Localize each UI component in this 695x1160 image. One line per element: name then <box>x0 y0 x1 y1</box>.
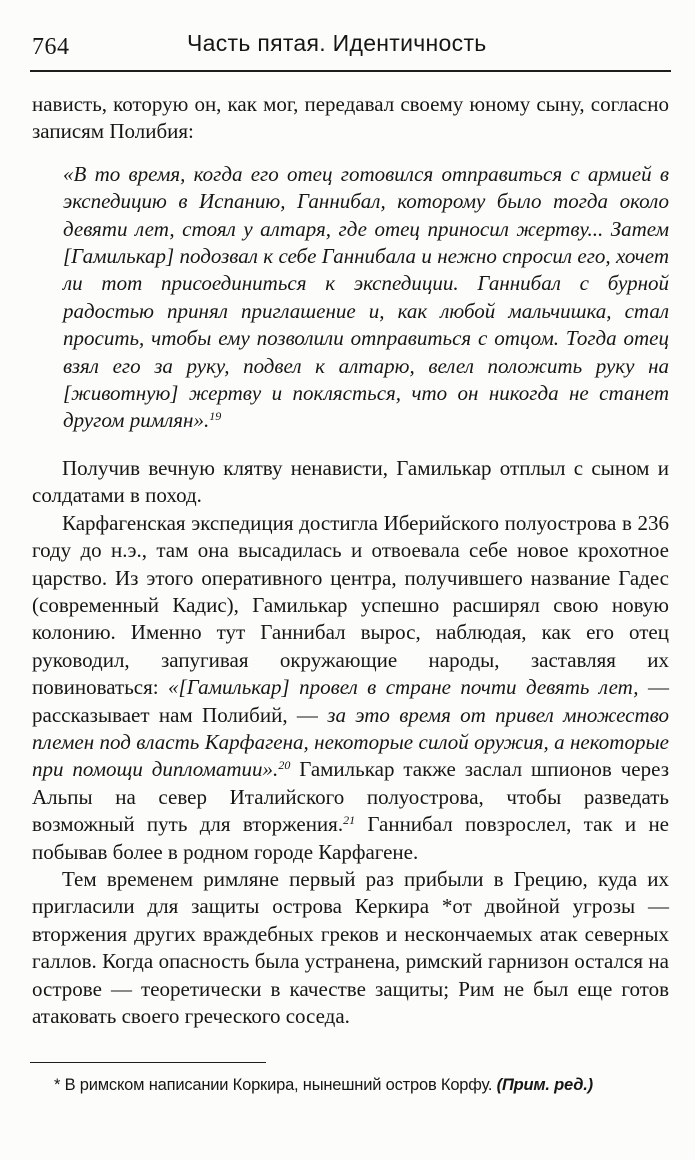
editor-note: (Прим. ред.) <box>496 1076 593 1094</box>
footnote-text: * В римском написании Коркира, нынешний остров Корфу. <box>54 1076 497 1094</box>
italic-quote: «[Гамилькар] провел в стране почти девять лет, <box>168 675 639 700</box>
header-rule <box>30 70 671 72</box>
footnote-ref-21: 21 <box>343 813 356 828</box>
footnote-rule <box>30 1062 266 1063</box>
footnote-ref-20: 20 <box>278 758 291 773</box>
paragraph-continuation: нависть, которую он, как мог, передавал своему юному сыну, согласно записям Полибия: <box>32 92 669 144</box>
footnote-ref-19: 19 <box>209 409 222 424</box>
footnote <box>54 1076 674 1095</box>
paragraph-expedition <box>32 510 669 866</box>
text-run: Карфагенская экспедиция достигла Иберийского полуострова в 236 году до н.э., там она высадилась и отвоевала себе новое крохотное царство. Из этого оперативного центра, получившего название Гадес (современный Кадис), Гамилькар успешно расширял свою новую колонию. Именно тут Ганнибал вырос, наблюдая, как его отец руководил, запугивая окружающие народы, заставляя их повиноваться: <box>32 510 669 700</box>
paragraph-oath: Получив вечную клятву ненависти, Гамилькар отплыл с сыном и солдатами в поход. <box>32 455 669 508</box>
quote-text: «В то время, когда его отец готовился отправиться с армией в экспедицию в Испанию, Ганнибал, которому было тогда около девяти лет, стоял у алтаря, где отец приносил жертву... Затем [Гамилькар] подозвал к себе Ганнибала и нежно спросил его, хочет ли тот присоединиться к экспедиции. Ганнибал с бурной радостью принял приглашение и, как любой мальчишка, стал просить, чтобы ему позволили отправиться с отцом. Тогда отец взял его за руку, подвел к алтарю, велел положить руку на [животную] жертву и поклясться, что он никогда не станет другом римлян». <box>63 161 669 433</box>
running-head: Часть пятая. Идентичность <box>187 30 487 56</box>
text-run: Ганнибал повзрослел, так и не побывав более в родном городе Карфагене. <box>32 812 669 864</box>
text-run: — рассказывает нам Полибий, — <box>32 675 669 727</box>
block-quote <box>63 161 669 435</box>
paragraph-greece: Тем временем римляне первый раз прибыли в Грецию, куда их пригласили для защиты острова Керкира *от двойной угрозы — вторжения других враждебных греков и нескончаемых атак северных галлов. Когда опасность была устранена, римский гарнизон остался на острове — теоретически в качестве защиты; Рим не был еще готов атаковать своего греческого соседа. <box>32 866 669 1028</box>
page-number: 764 <box>32 34 70 60</box>
page-header <box>30 26 671 72</box>
body-text <box>32 91 669 1030</box>
text-run: Гамилькар также заслал шпионов через Альпы на север Италийского полуострова, чтобы разведать возможный путь для вторжения. <box>32 757 669 837</box>
italic-quote: за это время от привел множество племен под власть Карфагена, некоторые силой оружия, а некоторые при помощи дипломатии». <box>32 702 670 782</box>
